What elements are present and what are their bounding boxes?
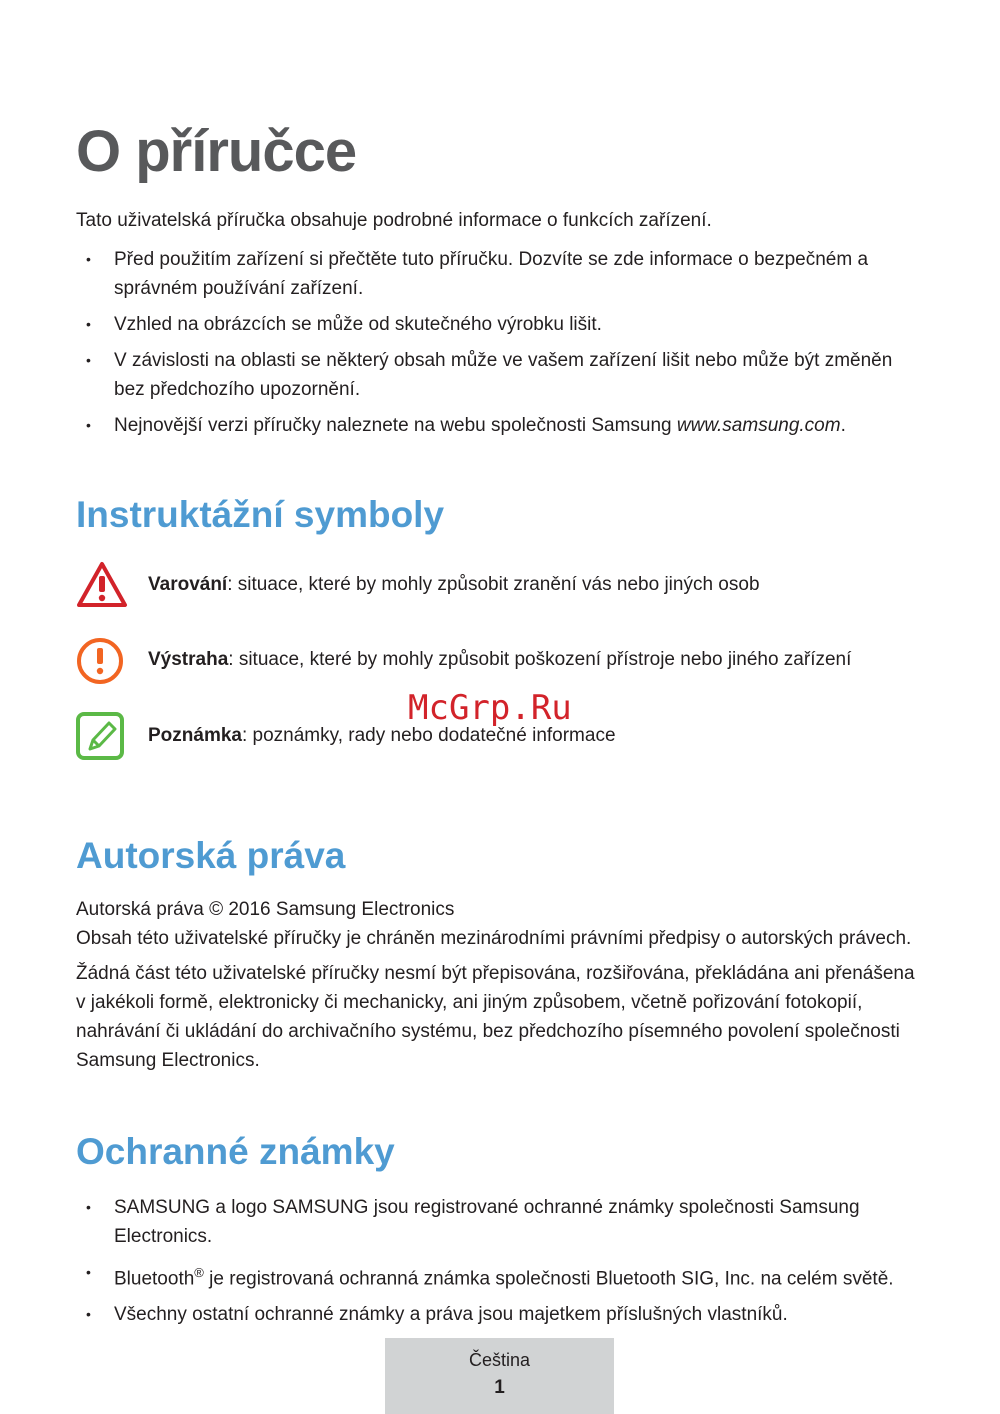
list-item: • Vzhled na obrázcích se může od skutečného výrobku lišit. (86, 314, 602, 335)
trademarks-heading: Ochranné známky (76, 1131, 395, 1172)
list-item: • V závislosti na oblasti se některý obsah může ve vašem zařízení lišit nebo může být změněn bez předchozího upozornění. (86, 350, 893, 400)
symbol-caution-row (76, 635, 926, 687)
page-footer (385, 1338, 614, 1414)
page-title: O příručce (76, 119, 357, 184)
symbol-note-text: Poznámka: poznámky, rady nebo dodatečné informace (148, 725, 616, 746)
trademarks-bullet-list (76, 1193, 926, 1336)
list-item: • Všechny ostatní ochranné známky a práva jsou majetkem příslušných vlastníků. (86, 1304, 788, 1326)
samsung-url[interactable]: www.samsung.com (676, 415, 841, 436)
caution-circle-icon (76, 635, 128, 687)
symbol-warning-row (76, 560, 926, 612)
list-item: • Nejnovější verzi příručky naleznete na webu společnosti Samsung www.samsung.com. (86, 415, 846, 436)
watermark: McGrp.Ru (408, 688, 572, 728)
warning-triangle-icon (76, 560, 128, 610)
symbol-warning-text: Varování: situace, které by mohly způsobit zranění vás nebo jiných osob (148, 574, 760, 595)
footer-language: Čeština (468, 1350, 531, 1370)
symbols-heading: Instruktážní symboly (76, 494, 445, 535)
list-item: • Před použitím zařízení si přečtěte tuto příručku. Dozvíte se zde informace o bezpečném a správném používání zařízení. (86, 249, 869, 299)
list-item: • Bluetooth® je registrovaná ochranná známka společnosti Bluetooth SIG, Inc. na celém světě. (86, 1264, 894, 1290)
copyright-heading: Autorská práva (76, 835, 346, 876)
page-number: 1 (494, 1377, 505, 1398)
symbol-caution-text: Výstraha: situace, které by mohly způsobit poškození přístroje nebo jiného zařízení (148, 649, 852, 670)
copyright-paragraph: Žádná část této uživatelské příručky nesmí být přepisována, rozšiřována, překládána ani přenášena v jakékoli formě, elektronicky či mechanicky, ani jiným způsobem, včetně pořizování fotokopií, nahrávání či ukládání do archivačního systému, bez předchozího písemného povolení společnosti Samsung Electronics. (76, 963, 915, 1071)
list-item: • SAMSUNG a logo SAMSUNG jsou registrované ochranné známky společnosti Samsung Electronics. (86, 1197, 860, 1247)
copyright-protection-line: Obsah této uživatelské příručky je chráněn mezinárodními právními předpisy o autorských právech. (76, 928, 912, 949)
copyright-line: Autorská práva © 2016 Samsung Electronics (76, 899, 455, 920)
intro-text: Tato uživatelská příručka obsahuje podrobné informace o funkcích zařízení. (76, 210, 712, 231)
note-pencil-icon (76, 711, 128, 763)
intro-bullet-list (76, 245, 926, 447)
